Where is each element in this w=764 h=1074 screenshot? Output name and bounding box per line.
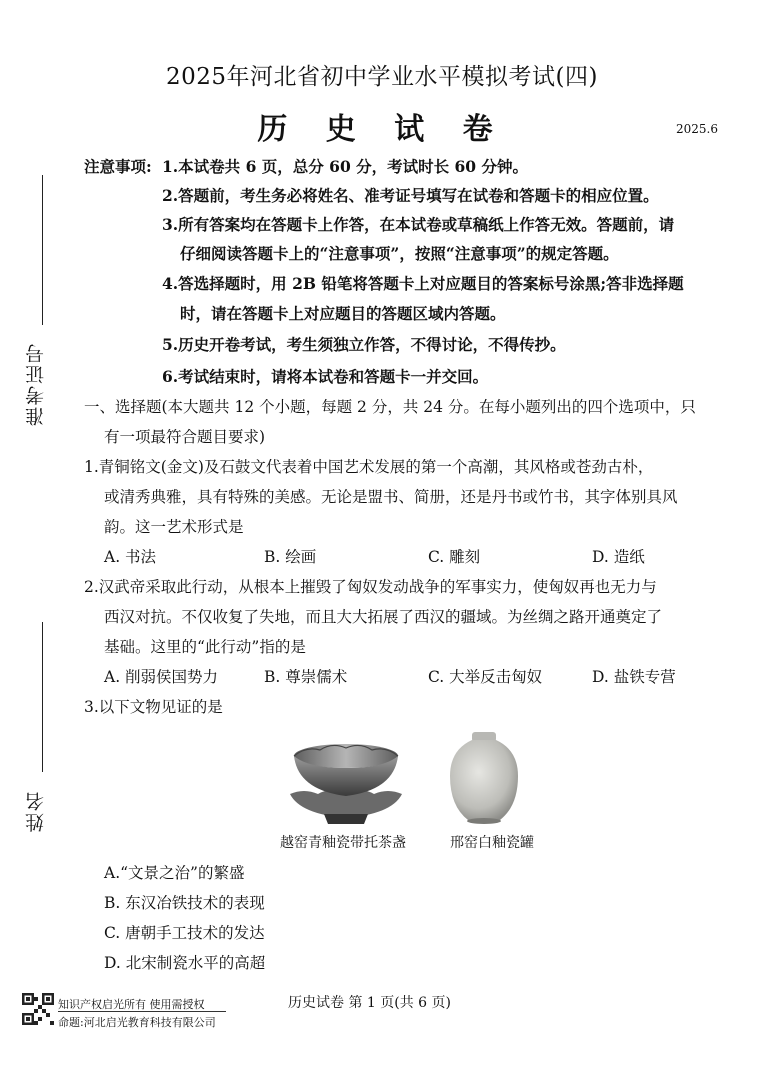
section-heading-cont: 有一项最符合题目要求) (104, 428, 266, 446)
q1-option-b: B. 绘画 (264, 548, 317, 566)
q3-option-b: B. 东汉冶铁技术的表现 (104, 894, 265, 912)
note-item: 仔细阅读答题卡上的“注意事项”，按照“注意事项”的规定答题。 (180, 244, 619, 263)
exam-title: 2025年河北省初中学业水平模拟考试(四) (166, 64, 598, 90)
q2-stem: 基础。这里的“此行动”指的是 (104, 638, 306, 656)
margin-line-top (42, 175, 43, 325)
qr-code-image (22, 993, 54, 1025)
note-item: 4.答选择题时，用 2B 铅笔将答题卡上对应题目的答案标号涂黑;答非选择题 (162, 274, 684, 293)
q3-option-a: A.“文景之治”的繁盛 (104, 864, 245, 882)
section-heading: 一、选择题(本大题共 12 个小题，每题 2 分，共 24 分。在每小题列出的四个选项中，只 (84, 398, 696, 416)
footer-author: 命题:河北启光教育科技有限公司 (58, 1016, 216, 1029)
q3-option-c: C. 唐朝手工技术的发达 (104, 924, 265, 942)
note-item: 1.本试卷共 6 页，总分 60 分，考试时长 60 分钟。 (162, 157, 528, 176)
q3-stem: 3.以下文物见证的是 (84, 698, 223, 716)
footer-copyright: 知识产权启光所有 使用需授权 (58, 998, 205, 1011)
footer-divider (58, 1011, 226, 1012)
q1-option-c: C. 雕刻 (428, 548, 481, 566)
subject-title: 历 史 试 卷 (257, 112, 507, 147)
q1-option-d: D. 造纸 (592, 548, 645, 566)
q2-stem: 西汉对抗。不仅收复了失地，而且大大拓展了西汉的疆域。为丝绸之路开通奠定了 (104, 608, 663, 626)
q2-option-b: B. 尊崇儒术 (264, 668, 348, 686)
name-label: 姓名 (25, 790, 47, 832)
note-item: 3.所有答案均在答题卡上作答，在本试卷或草稿纸上作答无效。答题前，请 (162, 215, 675, 234)
jar-image (446, 730, 522, 826)
q1-stem: 韵。这一艺术形式是 (104, 518, 244, 536)
note-item: 6.考试结束时，请将本试卷和答题卡一并交回。 (162, 367, 489, 386)
q1-stem: 1.青铜铭文(金文)及石鼓文代表着中国艺术发展的第一个高潮，其风格或苍劲古朴， (84, 458, 654, 476)
tea-bowl-caption: 越窑青釉瓷带托茶盏 (280, 835, 406, 851)
q2-option-a: A. 削弱侯国势力 (104, 668, 219, 686)
q1-stem: 或清秀典雅，具有特殊的美感。无论是盟书、简册，还是丹书或竹书，其字体别具风 (104, 488, 678, 506)
note-item: 5.历史开卷考试，考生须独立作答，不得讨论，不得传抄。 (162, 335, 566, 354)
page-number: 历史试卷 第 1 页(共 6 页) (288, 995, 451, 1011)
notes-label: 注意事项: (84, 157, 152, 176)
exam-date: 2025.6 (676, 122, 718, 136)
q2-option-c: C. 大举反击匈奴 (428, 668, 543, 686)
q2-option-d: D. 盐铁专营 (592, 668, 676, 686)
tea-bowl-image (284, 738, 408, 826)
note-item: 时，请在答题卡上对应题目的答题区域内答题。 (180, 304, 506, 323)
note-item: 2.答题前，考生务必将姓名、准考证号填写在试卷和答题卡的相应位置。 (162, 186, 659, 205)
q1-option-a: A. 书法 (104, 548, 157, 566)
jar-caption: 邢窑白釉瓷罐 (450, 835, 534, 851)
q3-option-d: D. 北宋制瓷水平的高超 (104, 954, 266, 972)
exam-number-label: 准考证号 (25, 342, 47, 426)
q2-stem: 2.汉武帝采取此行动，从根本上摧毁了匈奴发动战争的军事实力，使匈奴再也无力与 (84, 578, 657, 596)
margin-line-middle (42, 622, 43, 772)
